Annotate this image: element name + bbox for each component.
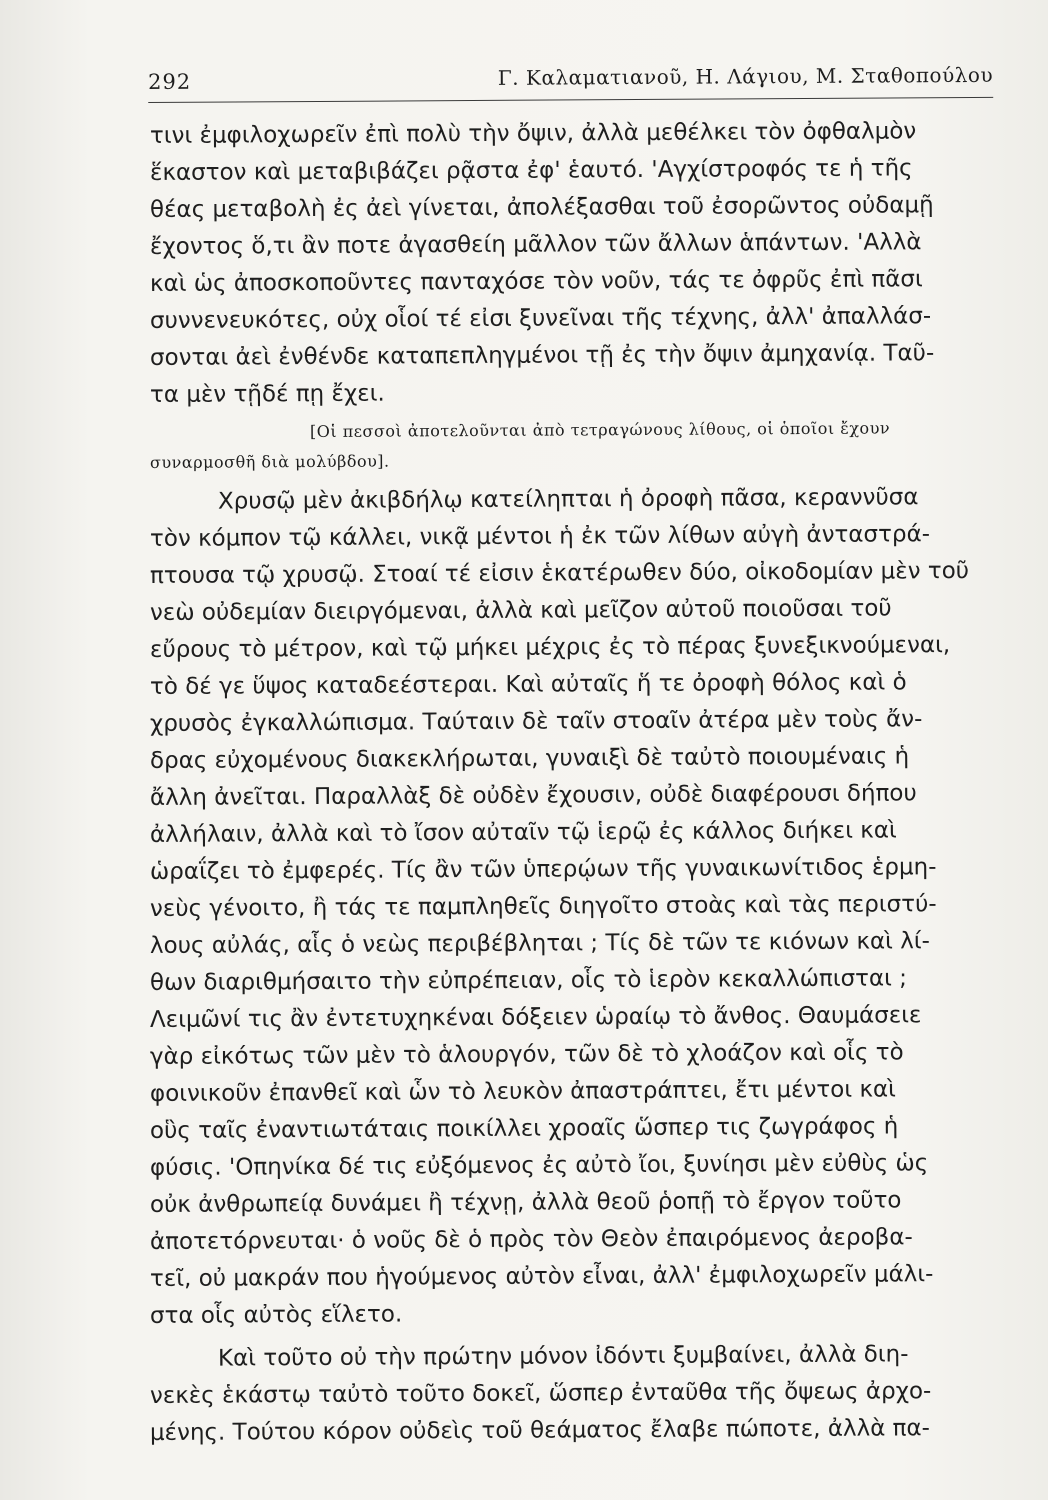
text-line: μένης. Τούτου κόρον οὐδεὶς τοῦ θεάματος ἔλαβε πώποτε, ἀλλὰ πα- xyxy=(149,1415,931,1446)
text-line: Καὶ τοῦτο οὐ τὴν πρώτην μόνον ἰδόντι ξυμβαίνει, ἀλλὰ διη- xyxy=(217,1341,909,1372)
text-line: νεὼ οὐδεμίαν διειργόμεναι, ἀλλὰ καὶ μεῖζον αὐτοῦ ποιοῦσαι τοῦ xyxy=(149,595,892,626)
text-line: Λειμῶνί τις ἂν ἐντετυχηκέναι δόξειεν ὡραίῳ τὸ ἄνθος. Θαυμάσειε xyxy=(149,1002,922,1033)
paragraph-2 xyxy=(150,484,1010,1335)
text-line: χρυσὸς ἐγκαλλώπισμα. Ταύταιν δὲ ταῖν στοαῖν ἀτέρα μὲν τοὺς ἄν- xyxy=(149,706,923,737)
text-line: οὓς ταῖς ἐναντιωτάταις ποικίλλει χροαῖς ὥσπερ τις ζωγράφος ἡ xyxy=(149,1113,899,1144)
text-line: τὸ δέ γε ὕψος καταδεέστεραι. Καὶ αὐταῖς ἥ τε ὀροφὴ θόλος καὶ ὁ xyxy=(149,669,907,700)
page-number: 292 xyxy=(148,69,192,94)
text-line: Χρυσῷ μὲν ἀκιβδήλῳ κατείληπται ἡ ὀροφὴ πᾶσα, κεραννῦσα xyxy=(217,484,919,515)
text-line: ἀποτετόρνευται· ὁ νοῦς δὲ ὁ πρὸς τὸν Θεὸν ἐπαιρόμενος ἀεροβα- xyxy=(149,1224,913,1255)
text-line: λους αὐλάς, αἷς ὁ νεὼς περιβέβληται ; Τίς δὲ τῶν τε κιόνων καὶ λί- xyxy=(149,928,931,959)
note-line: [Οἱ πεσσοὶ ἀποτελοῦνται ἀπὸ τετραγώνους λίθους, οἱ ὁποῖοι ἔχουν xyxy=(309,418,891,442)
text-line: ἀλλήλαιν, ἀλλὰ καὶ τὸ ἴσον αὐταῖν τῷ ἱερῷ ἐς κάλλος διήκει καὶ xyxy=(149,817,897,848)
note-line: συναρμοσθῆ διὰ μολύβδου]. xyxy=(149,451,390,472)
text-line: ἄλλη ἀνεῖται. Παραλλὰξ δὲ οὐδὲν ἔχουσιν, οὐδὲ διαφέρουσι δήπου xyxy=(149,780,917,811)
text-line: στα οἷς αὐτὸς εἵλετο. xyxy=(149,1301,403,1329)
text-line: ἕκαστον καὶ μεταβιβάζει ρᾷστα ἐφ' ἑαυτό. 'Αγχίστροφός τε ἡ τῆς xyxy=(149,155,913,186)
paragraph-1 xyxy=(150,118,1010,414)
text-line: καὶ ὡς ἀποσκοποῦντες πανταχόσε τὸν νοῦν, τάς τε ὀφρῦς ἐπὶ πᾶσι xyxy=(149,266,923,297)
text-line: τὸν κόμπον τῷ κάλλει, νικᾷ μέντοι ἡ ἐκ τῶν λίθων αὐγὴ ἀνταστρά- xyxy=(149,521,931,552)
text-line: σονται ἀεὶ ἐνθένδε καταπεπληγμένοι τῇ ἐς τὴν ὄψιν ἀμηχανίᾳ. Ταῦ- xyxy=(149,340,935,371)
text-line: τινι ἐμφιλοχωρεῖν ἐπὶ πολὺ τὴν ὄψιν, ἀλλὰ μεθέλκει τὸν ὀφθαλμὸν xyxy=(149,118,917,149)
bracketed-note xyxy=(150,418,1010,478)
text-line: ἔχοντος ὅ,τι ἂν ποτε ἀγασθείη μᾶλλον τῶν ἄλλων ἁπάντων. 'Αλλὰ xyxy=(149,229,922,260)
running-head: Γ. Καλαματιανοῦ, Η. Λάγιου, Μ. Σταθοπούλου xyxy=(497,62,994,90)
text-line: δρας εὐχομένους διακεκλήρωται, γυναιξὶ δὲ ταὐτὸ ποιουμέναις ἡ xyxy=(149,743,910,774)
text-line: θέας μεταβολὴ ἐς ἀεὶ γίνεται, ἀπολέξασθαι τοῦ ἐσορῶντος οὐδαμῇ xyxy=(149,192,934,223)
text-line: θων διαριθμήσαιτο τὴν εὐπρέπειαν, οἷς τὸ ἱερὸν κεκαλλώπισται ; xyxy=(149,965,908,996)
text-line: νεὺς γένοιτο, ἢ τάς τε παμπληθεῖς διηγοῖτο στοὰς καὶ τὰς περιστύ- xyxy=(149,891,937,922)
text-line: φύσις. 'Οπηνίκα δέ τις εὐξόμενος ἐς αὐτὸ ἴοι, ξυνίησι μὲν εὐθὺς ὡς xyxy=(149,1150,929,1181)
text-line: φοινικοῦν ἐπανθεῖ καὶ ὧν τὸ λευκὸν ἀπαστράπτει, ἔτι μέντοι καὶ xyxy=(149,1076,896,1107)
text-line: οὐκ ἀνθρωπείᾳ δυνάμει ἢ τέχνῃ, ἀλλὰ θεοῦ ῥοπῇ τὸ ἔργον τοῦτο xyxy=(149,1187,902,1218)
text-line: τεῖ, οὐ μακράν που ἡγούμενος αὐτὸν εἶναι, ἀλλ' ἐμφιλοχωρεῖν μάλι- xyxy=(149,1261,934,1292)
text-line: συννενευκότες, οὐχ οἷοί τέ εἰσι ξυνεῖναι τῆς τέχνης, ἀλλ' ἀπαλλάσ- xyxy=(149,303,932,334)
text-line: γὰρ εἰκότως τῶν μὲν τὸ ἁλουργόν, τῶν δὲ τὸ χλοάζον καὶ οἷς τὸ xyxy=(149,1039,904,1070)
text-line: νεκὲς ἑκάστῳ ταὐτὸ τοῦτο δοκεῖ, ὥσπερ ἐνταῦθα τῆς ὄψεως ἀρχο- xyxy=(149,1378,932,1409)
text-line: ὡραΐζει τὸ ἐμφερές. Τίς ἂν τῶν ὑπερῴων τῆς γυναικωνίτιδος ἑρμη- xyxy=(149,854,937,885)
text-line: πτουσα τῷ χρυσῷ. Στοαί τέ εἰσιν ἑκατέρωθεν δύο, οἰκοδομίαν μὲν τοῦ xyxy=(149,557,970,589)
paragraph-3 xyxy=(150,1341,1010,1452)
page-header xyxy=(148,57,993,103)
body-text xyxy=(150,118,1010,1452)
text-line: τα μὲν τῇδέ πῃ ἔχει. xyxy=(149,380,385,408)
text-line: εὔρους τὸ μέτρον, καὶ τῷ μήκει μέχρις ἐς τὸ πέρας ξυνεξικνούμεναι, xyxy=(149,632,951,663)
